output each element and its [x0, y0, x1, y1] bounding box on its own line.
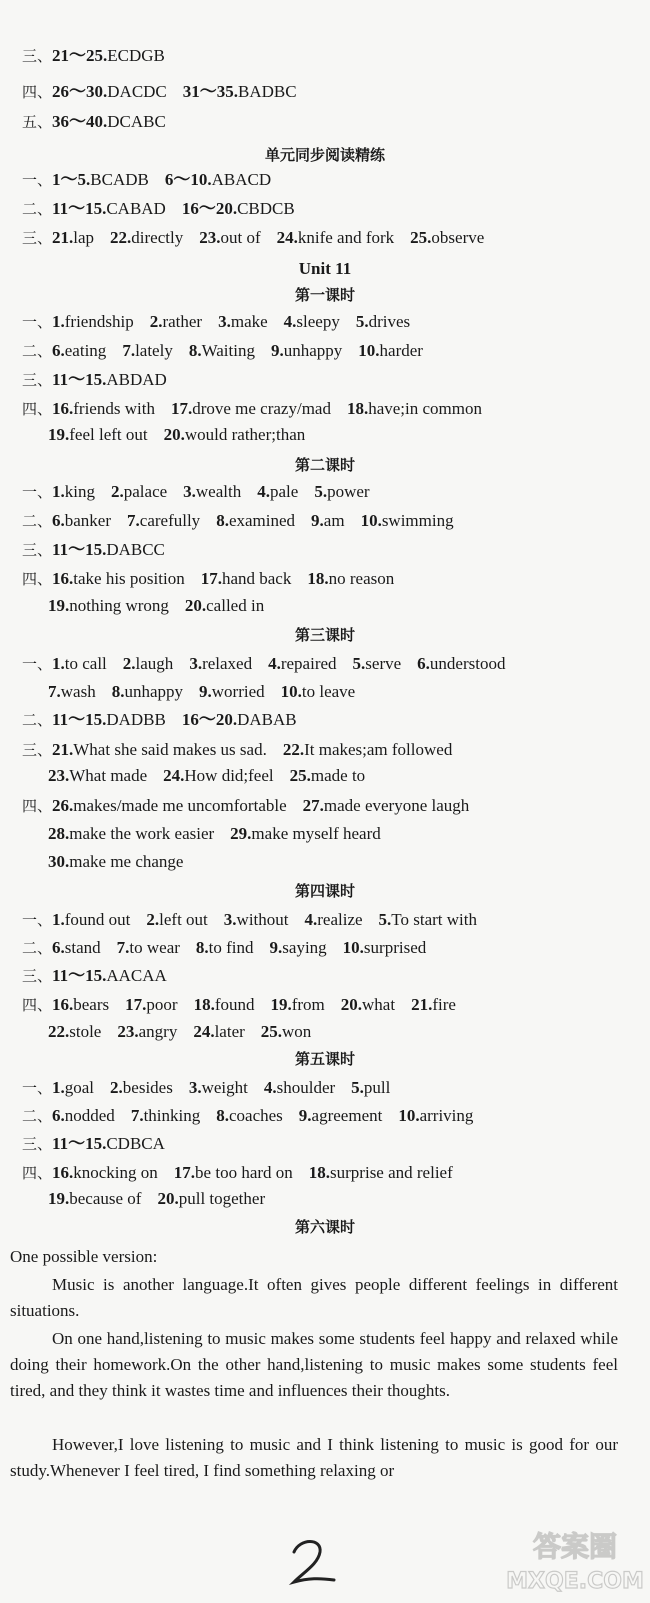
essay-paragraph: On one hand,listening to music makes some students feel happy and relaxed while doing their homework.On the other hand,listening to music makes some students feel tired, and they think it wastes time and influences their thoughts. [10, 1329, 618, 1400]
handwritten-number-icon [280, 1530, 340, 1590]
answer-line: 三、11～15.AACAA [22, 966, 167, 985]
answer-line: 一、1.goal 2.besides 3.weight 4.shoulder 5.pull [22, 1078, 391, 1097]
answer-line: 二、6.eating 7.lately 8.Waiting 9.unhappy 10.harder [22, 341, 423, 360]
answer-line: 19.because of 20.pull together [48, 1189, 266, 1208]
answer-line: 19.nothing wrong 20.called in [48, 596, 265, 615]
answer-line: 一、1.to call 2.laugh 3.relaxed 4.repaired 5.serve 6.understood [22, 654, 506, 673]
answer-line: 22.stole 23.angry 24.later 25.won [48, 1022, 312, 1041]
svg-text:答案圈: 答案圈 [532, 1530, 618, 1563]
lesson-heading: 第六课时 [294, 1218, 355, 1236]
lesson-heading: 第一课时 [294, 286, 355, 304]
essay-paragraph: However,I love listening to music and I think listening to music is good for our study.Whenever I feel tired, I find something relaxing or [10, 1435, 618, 1480]
lesson-heading: 第四课时 [294, 882, 355, 900]
answer-line: 三、21.lap 22.directly 23.out of 24.knife and fork 25.observe [22, 228, 485, 247]
answer-line: 一、1.friendship 2.rather 3.make 4.sleepy 5.drives [22, 312, 411, 331]
answer-line: 19.feel left out 20.would rather;than [48, 425, 306, 444]
watermark-stamp-icon [505, 1520, 645, 1598]
answer-line: 四、16.bears 17.poor 18.found 19.from 20.what 21.fire [22, 995, 456, 1014]
svg-text:MXQE.COM: MXQE.COM [506, 1569, 644, 1594]
answer-line: 一、1～5.BCADB 6～10.ABACD [22, 170, 272, 189]
answer-line: 四、16.friends with 17.drove me crazy/mad 18.have;in common [22, 399, 482, 418]
lesson-heading: 第三课时 [294, 626, 355, 644]
answer-line: 四、26～30.DACDC 31～35.BADBC [22, 82, 297, 101]
page-number [280, 1530, 340, 1590]
answer-line: 二、11～15.DADBB 16～20.DABAB [22, 710, 297, 729]
answer-line: 四、26.makes/made me uncomfortable 27.made everyone laugh [22, 796, 470, 815]
essay-intro: One possible version: [10, 1247, 158, 1266]
answer-line: 23.What made 24.How did;feel 25.made to [48, 766, 366, 785]
watermark-logo [505, 1520, 645, 1598]
section-heading: 单元同步阅读精练 [264, 146, 385, 164]
answer-line: 五、36～40.DCABC [22, 112, 166, 131]
answer-line: 二、6.stand 7.to wear 8.to find 9.saying 10.surprised [22, 938, 427, 957]
answer-line: 四、16.take his position 17.hand back 18.no reason [22, 569, 395, 588]
answer-line: 四、16.knocking on 17.be too hard on 18.surprise and relief [22, 1163, 453, 1182]
answer-line: 二、6.nodded 7.thinking 8.coaches 9.agreement 10.arriving [22, 1106, 474, 1125]
answer-line: 二、11～15.CABAD 16～20.CBDCB [22, 199, 295, 218]
answer-line: 三、11～15.CDBCA [22, 1134, 165, 1153]
answer-line: 30.make me change [48, 852, 184, 871]
answer-line: 7.wash 8.unhappy 9.worried 10.to leave [48, 682, 356, 701]
answer-line: 一、1.found out 2.left out 3.without 4.realize 5.To start with [22, 910, 477, 929]
answer-line: 三、21～25.ECDGB [22, 46, 165, 65]
answer-line: 三、11～15.ABDAD [22, 370, 167, 389]
answer-line: 三、21.What she said makes us sad. 22.It makes;am followed [22, 740, 453, 759]
essay-paragraph: Music is another language.It often gives people different feelings in different situations. [10, 1275, 618, 1320]
lesson-heading: 第五课时 [294, 1050, 355, 1068]
lesson-heading: 第二课时 [294, 456, 355, 474]
answer-line: 一、1.king 2.palace 3.wealth 4.pale 5.power [22, 482, 370, 501]
answer-line: 二、6.banker 7.carefully 8.examined 9.am 10.swimming [22, 511, 454, 530]
answer-line: 三、11～15.DABCC [22, 540, 165, 559]
unit-title: Unit 11 [298, 259, 352, 278]
answer-line: 28.make the work easier 29.make myself heard [48, 824, 381, 843]
